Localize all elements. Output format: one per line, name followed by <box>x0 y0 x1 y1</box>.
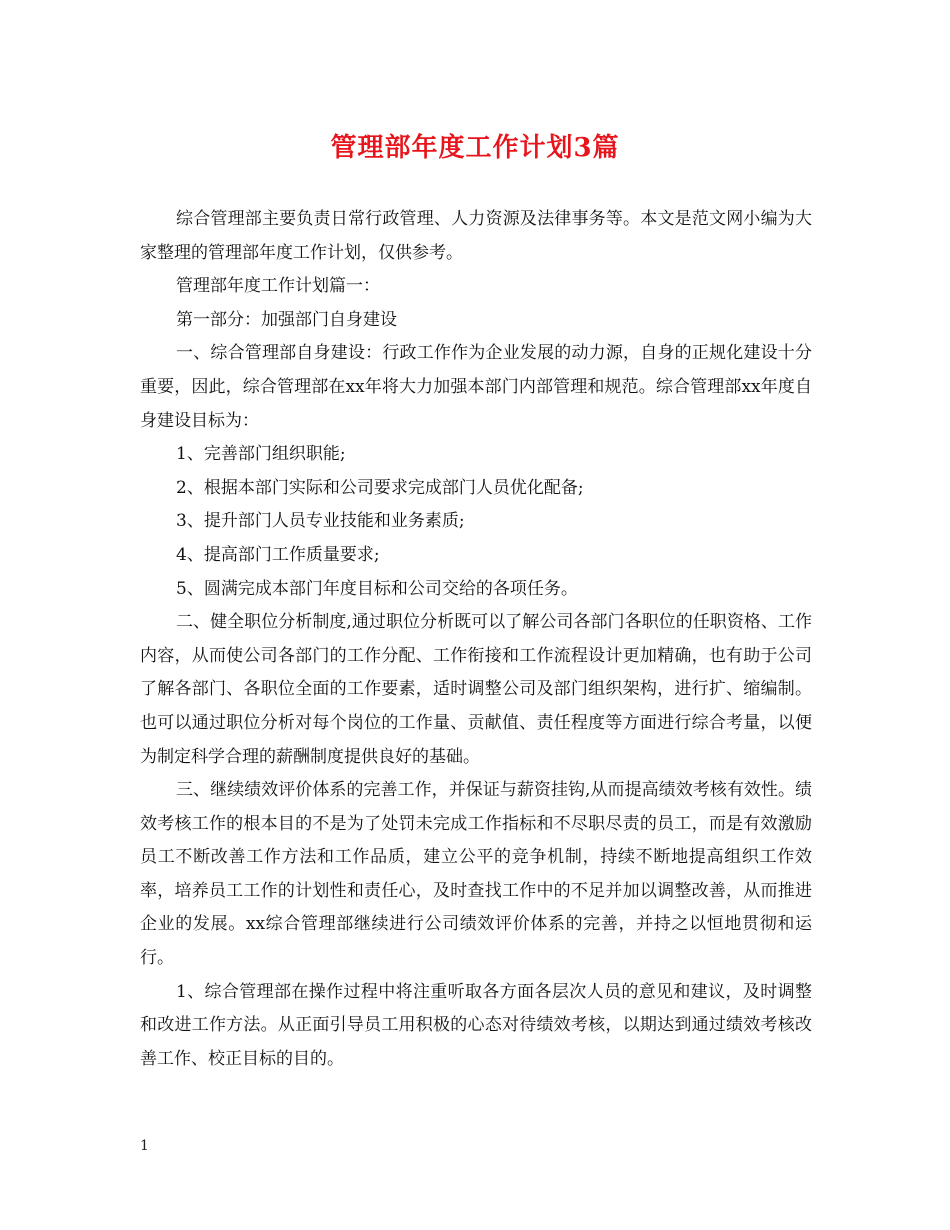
document-title: 管理部年度工作计划3篇 <box>330 133 620 163</box>
paragraph-part-heading: 第一部分：加强部门自身建设 <box>176 309 397 330</box>
list-item: 4、提高部门工作质量要求; <box>176 544 380 565</box>
list-item: 5、圆满完成本部门年度目标和公司交给的各项任务。 <box>176 578 578 599</box>
paragraph-intro: 综合管理部主要负责日常行政管理、人力资源及法律事务等。本文是范文网小编为大家整理的管理部年度工作计划，仅供参考。 <box>140 209 812 263</box>
page-number: 1 <box>140 1138 149 1154</box>
document-body <box>140 203 812 1076</box>
paragraph-performance-item-1: 1、综合管理部在操作过程中将注重听取各方面各层次人员的意见和建议，及时调整和改进工作方法。从正面引导员工用积极的心态对待绩效考核，以期达到通过绩效考核改善工作、校正目标的目的。 <box>140 981 812 1069</box>
list-item: 3、提升部门人员专业技能和业务素质; <box>176 511 465 532</box>
paragraph-job-analysis: 二、健全职位分析制度,通过职位分析既可以了解公司各部门各职位的任职资格、工作内容，从而使公司各部门的工作分配、工作衔接和工作流程设计更加精确，也有助于公司了解各部门、各职位全面的工作要素，适时调整公司及部门组织架构，进行扩、缩编制。也可以通过职位分析对每个岗位的工作量、贡献值、责任程度等方面进行综合考量，以便为制定科学合理的薪酬制度提供良好的基础。 <box>140 612 812 767</box>
paragraph-section-heading: 管理部年度工作计划篇一： <box>176 276 380 297</box>
paragraph-performance: 三、继续绩效评价体系的完善工作，并保证与薪资挂钩,从而提高绩效考核有效性。绩效考核工作的根本目的不是为了处罚未完成工作指标和不尽职尽责的员工，而是有效激励员工不断改善工作方法和工作品质，建立公平的竞争机制，持续不断地提高组织工作效率，培养员工工作的计划性和责任心，及时查找工作中的不足并加以调整改善，从而推进企业的发展。xx综合管理部继续进行公司绩效评价体系的完善，并持之以恒地贯彻和运行。 <box>140 780 812 969</box>
list-item: 1、完善部门组织职能; <box>176 444 346 465</box>
list-item: 2、根据本部门实际和公司要求完成部门人员优化配备; <box>176 477 584 498</box>
paragraph-self-building: 一、综合管理部自身建设：行政工作作为企业发展的动力源，自身的正规化建设十分重要，因此，综合管理部在xx年将大力加强本部门内部管理和规范。综合管理部xx年度自身建设目标为： <box>140 343 812 431</box>
